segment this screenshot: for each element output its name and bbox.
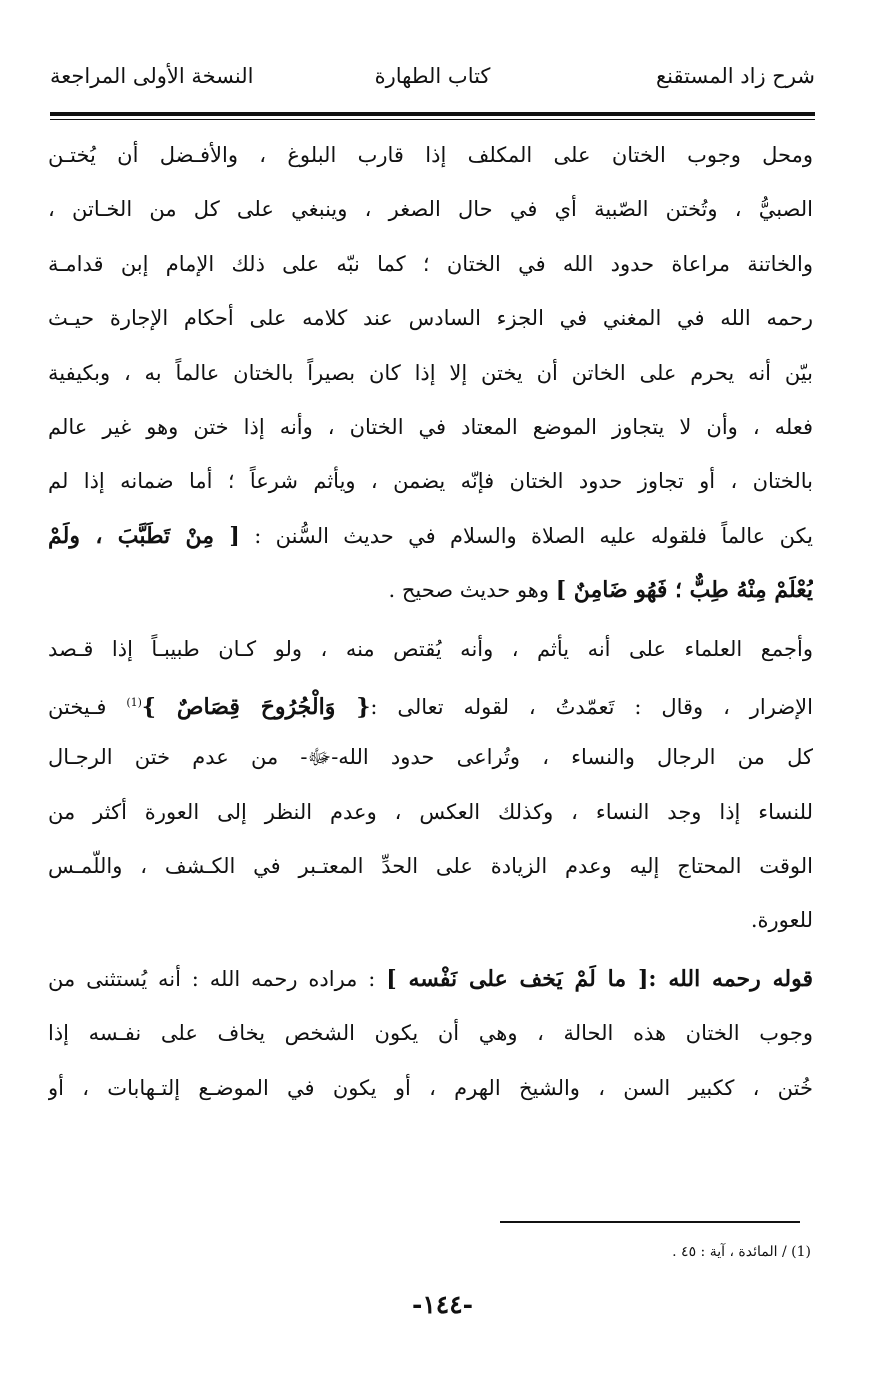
text-line: وجوب الختان هذه الحالة ، وهي أن يكون الشخص يخاف على نفـسه إذا [48,1021,813,1046]
hadith-quote: [ مِنْ تَطَبَّبَ ، ولَمْ [48,522,240,549]
text-segment: يكن عالماً فلقوله عليه الصلاة والسلام في حديث السُّنن : [254,523,813,548]
page-number: -١٤٤- [411,1290,474,1319]
matn-quote: قوله رحمه الله :[ ما لَمْ يَخف على نَفْسه ] [386,965,813,992]
text-line: الصبيُّ ، وتُختن الصّبية أي في حال الصغر ، وينبغي على كل من الخـاتن ، [48,197,813,222]
text-line [48,952,813,1006]
text-line: وأجمع العلماء على أنه يأثم ، وأنه يُقتص منه ، ولو كـان طبيبـاً إذا قـصد [48,636,813,661]
footnote: (1) / المائدة ، آية : ٤٥ . [672,1244,811,1260]
text-line: والخاتنة مراعاة حدود الله في الختان ؛ كما نبّه على ذلك الإمام إبن قدامـة [48,251,813,276]
text-segment: : مراده رحمه الله : أنه يُستثنى من [48,966,376,991]
header-book-title: شرح زاد المستقنع [656,64,815,88]
header-chapter-title: كتاب الطهارة [374,64,491,88]
footnote-marker: (1) [126,695,142,709]
text-line [48,563,813,617]
text-line: للعورة. [750,908,813,933]
text-line: بيّن أنه يحرم على الخاتن أن يختن إلا إذا كان بصيراً بالختان عالماً به ، وبكيفية [48,360,813,385]
header-rule-thick [50,112,815,116]
text-line: فعله ، وأن لا يتجاوز الموضع المعتاد في الختان ، وأنه إذا ختن وهو غير عالم [48,414,813,439]
hadith-quote: يُعْلَمْ مِنْهُ طِبٌّ ؛ فَهُو ضَامِنٌ ] [555,577,813,604]
footnote-rule [500,1221,800,1223]
body-text [48,128,813,1115]
running-header [50,58,815,108]
text-line: خُتن ، ككبير السن ، والشيخ الهرم ، أو يكون في الموضـع إلتـهابات ، أو [48,1075,813,1100]
quran-quote: { وَالْجُرُوحَ قِصَاصٌ } [141,693,371,720]
text-line: للنساء إذا وجد النساء ، وكذلك العكس ، وعدم النظر إلى العورة أكثر من [48,799,813,824]
text-line [48,676,813,730]
text-line: بالختان ، أو تجاوز حدود الختان فإنّه يضمن ، ويأثم شرعاً ؛ أما ضمانه إذا لم [48,469,813,494]
text-line: كل من الرجال والنساء ، وتُراعى حدود الله-ﷻ- من عدم ختن الرجـال [48,745,813,770]
text-segment: وهو حديث صحيح . [388,578,550,603]
header-edition: النسخة الأولى المراجعة [50,64,254,88]
text-line: ومحل وجوب الختان على المكلف إذا قارب البلوغ ، والأفـضل أن يُختـن [48,143,813,167]
header-rule-thin [50,119,815,120]
text-line: الوقت المحتاج إليه وعدم الزيادة على الحدِّ المعتـبر في الكـشف ، واللّمـس [48,854,813,879]
text-segment: فـيختن [48,694,107,719]
text-line: رحمه الله في المغني في الجزء السادس عند كلامه على أحكام الإجارة حيـث [48,306,813,331]
text-segment: الإضرار ، وقال : تَعمّدتُ ، لقوله تعالى : [370,694,813,719]
text-line [48,509,813,563]
